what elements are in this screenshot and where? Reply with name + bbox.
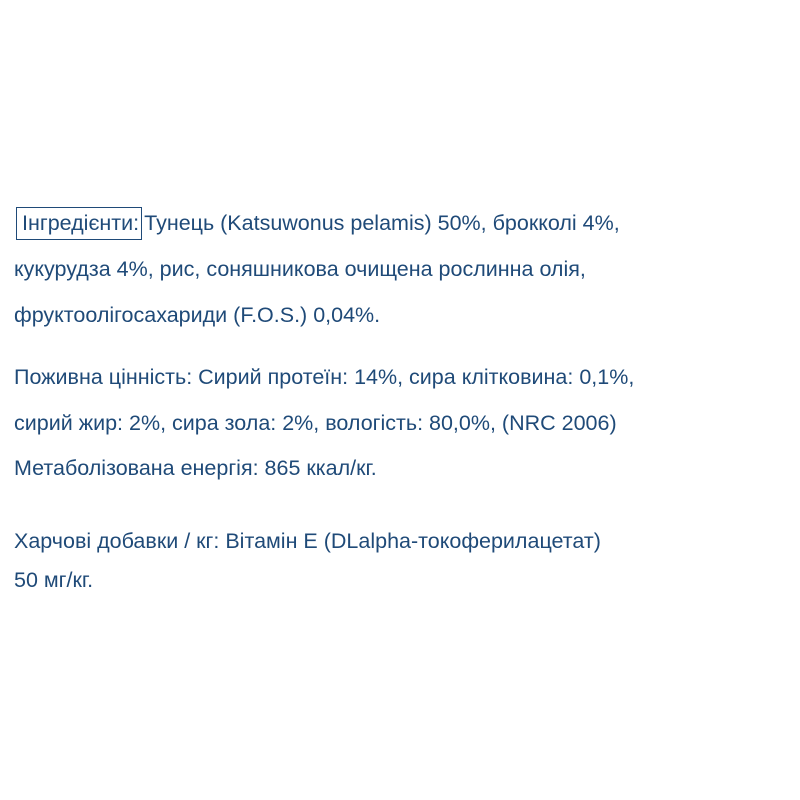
ingredients-label-box: Інгредієнти: [16,207,142,240]
additives-line-1: Харчові добавки / кг: Вітамін Е (DLalpha-токоферилацетат) [14,529,601,553]
nutrition-line-3: Метаболізована енергія: 865 ккал/кг. [14,456,377,480]
ingredients-text-1: Тунець (Katsuwonus pelamis) 50%, брокколі 4%, [144,211,620,235]
additives-line-2: 50 мг/кг. [14,568,94,592]
ingredients-line-2: кукурудза 4%, рис, соняшникова очищена рослинна олія, [14,257,586,281]
nutrition-line-2: сирий жир: 2%, сира зола: 2%, вологість: 80,0%, (NRC 2006) [14,411,617,435]
ingredients-line-3: фруктоолігосахариди (F.O.S.) 0,04%. [14,303,381,327]
ingredients-line-1 [14,207,620,240]
nutrition-line-1: Поживна цінність: Сирий протеїн: 14%, сира клітковина: 0,1%, [14,365,635,389]
